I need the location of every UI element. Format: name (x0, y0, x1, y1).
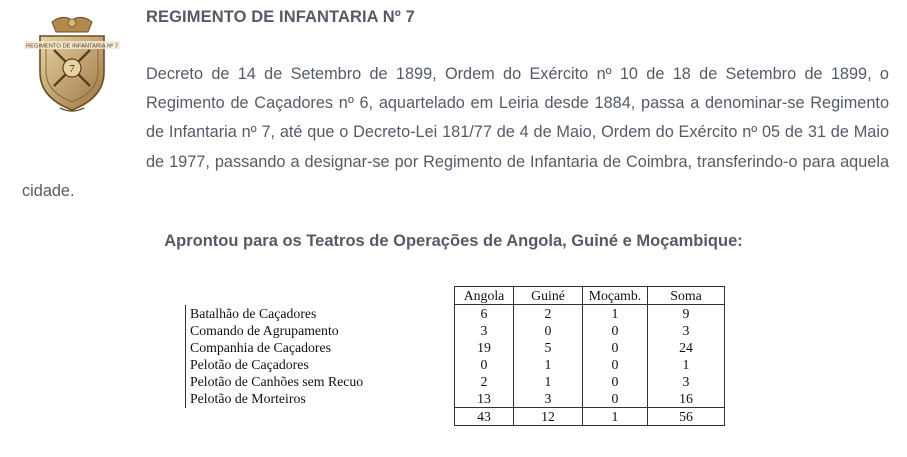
column-header-soma: Soma (648, 287, 725, 305)
cell-mocambique: 0 (583, 322, 648, 339)
row-label: Companhia de Caçadores (186, 339, 455, 356)
cell-soma: 1 (648, 356, 725, 373)
cell-guine: 5 (514, 339, 583, 356)
cell-angola: 6 (455, 305, 514, 323)
header-blank-cell (186, 287, 455, 305)
cell-angola: 2 (455, 373, 514, 390)
cell-mocambique: 0 (583, 390, 648, 408)
cell-guine: 0 (514, 322, 583, 339)
history-text: Decreto de 14 de Setembro de 1899, Ordem do Exército nº 10 de 18 de Setembro de 1899, o Regimento de Caçadores nº 6, aquartelado em Leiria desde 1884, passa a denominar-se Regimento de Infantaria nº 7, até que o Decreto-Lei 181/77 de 4 de Maio, Ordem do Exército nº 05 de 31 de Maio de 1977, passando a designar-se por Regimento de Infantaria de Coimbra, transferindo-o para aquela cidade. (22, 65, 889, 200)
history-paragraph (22, 60, 889, 206)
table-row (186, 373, 725, 390)
row-label: Pelotão de Caçadores (186, 356, 455, 373)
cell-guine: 3 (514, 390, 583, 408)
row-label: Pelotão de Morteiros (186, 390, 455, 408)
table-row (186, 356, 725, 373)
crest-spacer (22, 60, 146, 148)
cell-guine: 2 (514, 305, 583, 323)
cell-angola: 0 (455, 356, 514, 373)
cell-soma: 3 (648, 373, 725, 390)
crest-banner-text: REGIMENTO DE INFANTARIA Nº 7 (26, 43, 118, 50)
cell-angola: 13 (455, 390, 514, 408)
totals-blank-cell (186, 408, 455, 426)
svg-text:7: 7 (69, 63, 75, 75)
table-header-row (186, 287, 725, 305)
total-soma: 56 (648, 408, 725, 426)
total-guine: 12 (514, 408, 583, 426)
cell-soma: 9 (648, 305, 725, 323)
table-row (186, 305, 725, 323)
cell-angola: 3 (455, 322, 514, 339)
cell-mocambique: 1 (583, 305, 648, 323)
table-row (186, 339, 725, 356)
operations-subtitle: Aprontou para os Teatros de Operações de Angola, Guiné e Moçambique: (164, 232, 743, 250)
cell-guine: 1 (514, 356, 583, 373)
total-angola: 43 (455, 408, 514, 426)
table-row (186, 322, 725, 339)
total-mocambique: 1 (583, 408, 648, 426)
operations-table (185, 286, 725, 426)
page-title: REGIMENTO DE INFANTARIA Nº 7 (146, 8, 415, 26)
cell-soma: 16 (648, 390, 725, 408)
totals-row (186, 408, 725, 426)
cell-mocambique: 0 (583, 373, 648, 390)
cell-mocambique: 0 (583, 356, 648, 373)
row-label: Batalhão de Caçadores (186, 305, 455, 323)
column-header-mocambique: Moçamb. (583, 287, 648, 305)
column-header-guine: Guiné (514, 287, 583, 305)
cell-mocambique: 0 (583, 339, 648, 356)
column-header-angola: Angola (455, 287, 514, 305)
cell-guine: 1 (514, 373, 583, 390)
cell-soma: 24 (648, 339, 725, 356)
cell-angola: 19 (455, 339, 514, 356)
table-row (186, 390, 725, 408)
cell-soma: 3 (648, 322, 725, 339)
row-label: Pelotão de Canhões sem Recuo (186, 373, 455, 390)
row-label: Comando de Agrupamento (186, 322, 455, 339)
